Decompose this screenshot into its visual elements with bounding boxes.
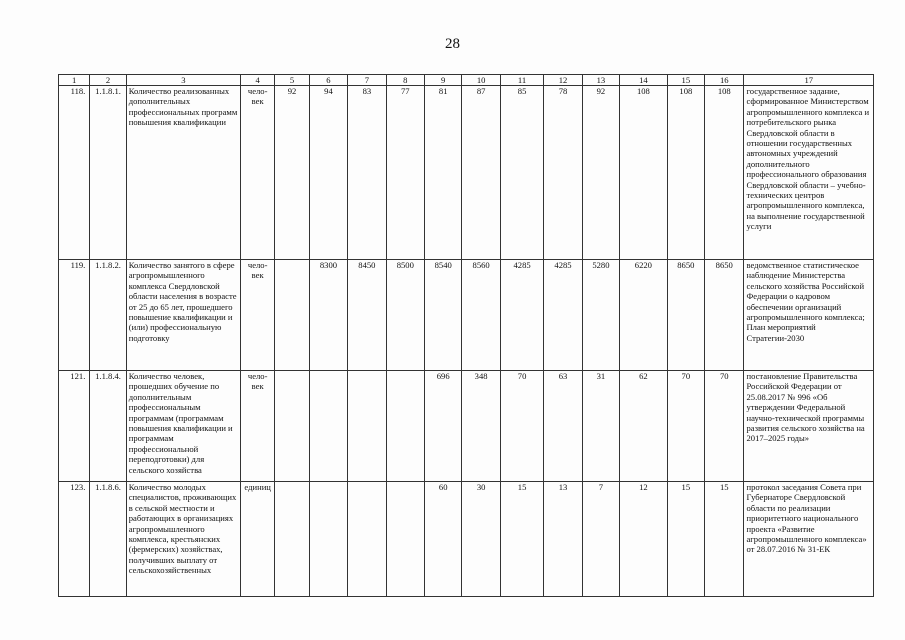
header-cell: 2 xyxy=(90,75,126,86)
value-cell: 108 xyxy=(620,86,668,260)
indicator-name-cell: Количество молодых специалистов, проживающих в сельской местности и работающих в организациях агропромышленного комплекса, крестьянских (фермерских) хозяйствах, получивших выплату от сельскохозяйственных xyxy=(126,482,240,597)
source-cell: протокол заседания Совета при Губернаторе Свердловской области по реализации приоритетного национального проекта «Развитие агропромышленного комплекса» от 28.07.2016 № 31-ЕК xyxy=(744,482,874,597)
row-code-cell: 1.1.8.1. xyxy=(90,86,126,260)
row-number-cell: 118. xyxy=(59,86,90,260)
header-cell: 3 xyxy=(126,75,240,86)
header-cell: 4 xyxy=(240,75,274,86)
value-cell: 8300 xyxy=(309,260,347,371)
value-cell: 30 xyxy=(462,482,500,597)
value-cell xyxy=(275,260,309,371)
value-cell: 696 xyxy=(425,371,462,482)
header-cell: 12 xyxy=(544,75,582,86)
value-cell: 92 xyxy=(582,86,619,260)
indicators-table xyxy=(58,74,874,597)
row-number-cell: 121. xyxy=(59,371,90,482)
value-cell xyxy=(348,371,386,482)
value-cell: 108 xyxy=(667,86,704,260)
value-cell: 70 xyxy=(667,371,704,482)
value-cell xyxy=(348,482,386,597)
source-cell: ведомственное статистическое наблюдение Министерства сельского хозяйства Российской Федерации о кадровом обеспечении организаций агропромышленного комплекса; План мероприятий Стратегии-2030 xyxy=(744,260,874,371)
value-cell: 78 xyxy=(544,86,582,260)
value-cell: 83 xyxy=(348,86,386,260)
value-cell: 348 xyxy=(462,371,500,482)
value-cell: 15 xyxy=(667,482,704,597)
value-cell: 63 xyxy=(544,371,582,482)
row-code-cell: 1.1.8.4. xyxy=(90,371,126,482)
table-row xyxy=(59,482,874,597)
source-cell: государственное задание, сформированное Министерством агропромышленного комплекса и потребительского рынка Свердловской области в отношении государственных автономных учреждений дополнительного профессионального образования Свердловской области – учебно-технических центров агропромышленного комплекса, на выполнение государственной услуги xyxy=(744,86,874,260)
header-cell: 15 xyxy=(667,75,704,86)
header-cell: 17 xyxy=(744,75,874,86)
value-cell: 70 xyxy=(705,371,744,482)
table-row xyxy=(59,260,874,371)
indicator-name-cell: Количество реализованных дополнительных профессиональных программ повышения квалификации xyxy=(126,86,240,260)
value-cell: 5280 xyxy=(582,260,619,371)
header-cell: 7 xyxy=(348,75,386,86)
value-cell: 92 xyxy=(275,86,309,260)
value-cell xyxy=(386,371,424,482)
value-cell: 8500 xyxy=(386,260,424,371)
unit-cell: чело-век xyxy=(240,371,274,482)
row-code-cell: 1.1.8.6. xyxy=(90,482,126,597)
value-cell: 4285 xyxy=(544,260,582,371)
value-cell xyxy=(309,482,347,597)
header-row xyxy=(59,75,874,86)
value-cell: 8450 xyxy=(348,260,386,371)
unit-cell: чело-век xyxy=(240,86,274,260)
header-cell: 1 xyxy=(59,75,90,86)
value-cell xyxy=(275,371,309,482)
value-cell: 31 xyxy=(582,371,619,482)
value-cell: 70 xyxy=(500,371,543,482)
value-cell: 7 xyxy=(582,482,619,597)
value-cell: 94 xyxy=(309,86,347,260)
value-cell: 81 xyxy=(425,86,462,260)
table-row xyxy=(59,86,874,260)
value-cell: 87 xyxy=(462,86,500,260)
header-cell: 8 xyxy=(386,75,424,86)
header-cell: 14 xyxy=(620,75,668,86)
value-cell: 8650 xyxy=(667,260,704,371)
value-cell: 85 xyxy=(500,86,543,260)
table-row xyxy=(59,371,874,482)
value-cell: 8560 xyxy=(462,260,500,371)
header-cell: 5 xyxy=(275,75,309,86)
value-cell: 13 xyxy=(544,482,582,597)
value-cell: 62 xyxy=(620,371,668,482)
value-cell: 6220 xyxy=(620,260,668,371)
row-code-cell: 1.1.8.2. xyxy=(90,260,126,371)
value-cell: 77 xyxy=(386,86,424,260)
value-cell: 60 xyxy=(425,482,462,597)
header-cell: 9 xyxy=(425,75,462,86)
value-cell xyxy=(275,482,309,597)
row-number-cell: 123. xyxy=(59,482,90,597)
value-cell: 12 xyxy=(620,482,668,597)
row-number-cell: 119. xyxy=(59,260,90,371)
unit-cell: чело-век xyxy=(240,260,274,371)
indicator-name-cell: Количество человек, прошедших обучение по дополнительным профессиональным программам (программам повышения квалификации и программам профессиональной переподготовки) для сельского хозяйства xyxy=(126,371,240,482)
header-cell: 11 xyxy=(500,75,543,86)
header-cell: 10 xyxy=(462,75,500,86)
value-cell: 8540 xyxy=(425,260,462,371)
value-cell: 4285 xyxy=(500,260,543,371)
value-cell: 8650 xyxy=(705,260,744,371)
header-cell: 16 xyxy=(705,75,744,86)
value-cell: 15 xyxy=(500,482,543,597)
header-cell: 6 xyxy=(309,75,347,86)
value-cell xyxy=(386,482,424,597)
unit-cell: единиц xyxy=(240,482,274,597)
value-cell xyxy=(309,371,347,482)
source-cell: постановление Правительства Российской Федерации от 25.08.2017 № 996 «Об утверждении Федеральной научно-технической программы развития сельского хозяйства на 2017–2025 годы» xyxy=(744,371,874,482)
indicator-name-cell: Количество занятого в сфере агропромышленного комплекса Свердловской области населения в возрасте от 25 до 65 лет, прошедшего повышение квалификации и (или) профессиональную подготовку xyxy=(126,260,240,371)
page-number: 28 xyxy=(445,36,460,52)
value-cell: 15 xyxy=(705,482,744,597)
value-cell: 108 xyxy=(705,86,744,260)
header-cell: 13 xyxy=(582,75,619,86)
